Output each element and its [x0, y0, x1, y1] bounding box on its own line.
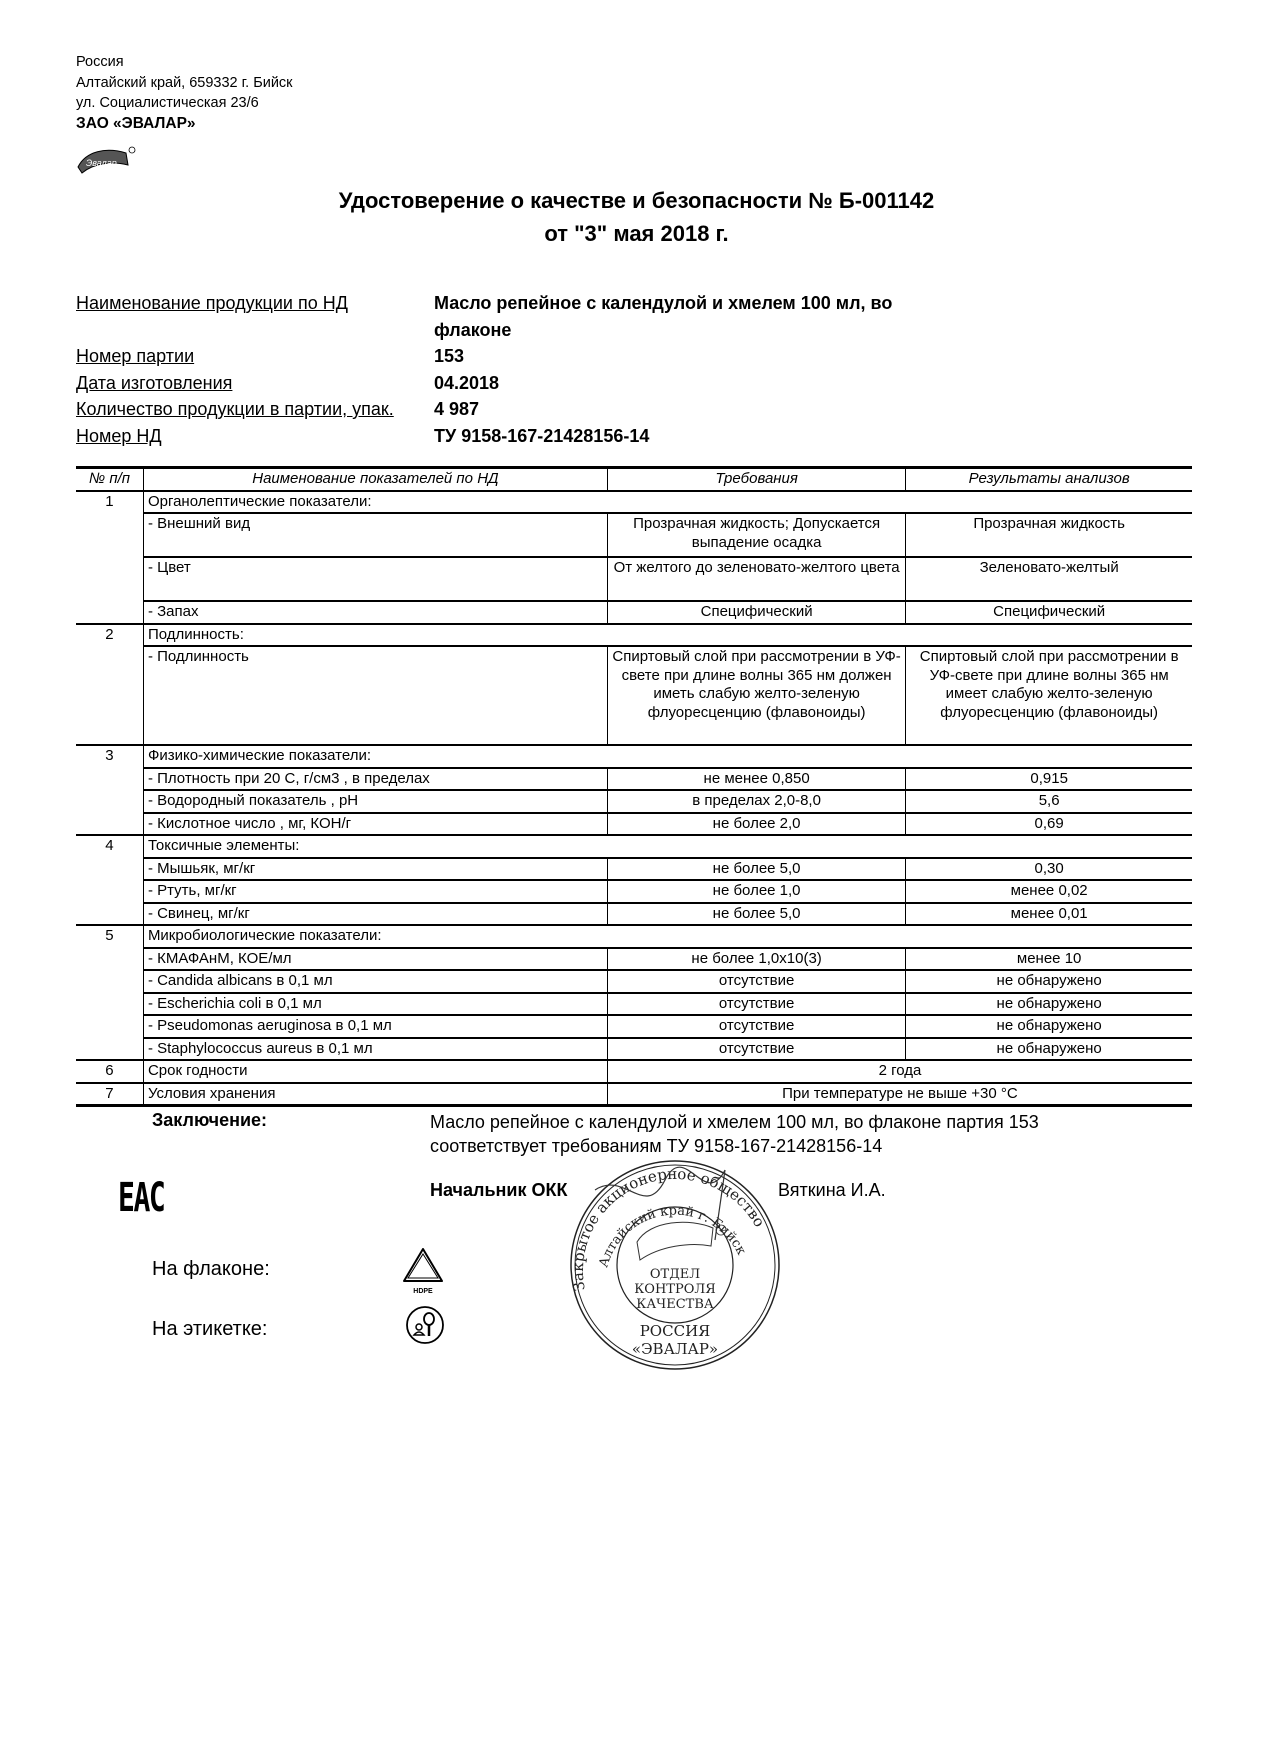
signer-title: Начальник ОКК	[430, 1180, 568, 1200]
info-label: Количество продукции в партии, упак.	[76, 399, 394, 419]
table-row	[76, 768, 1192, 791]
stamp-center-line1: ОТДЕЛ	[649, 1267, 701, 1282]
conclusion-label: Заключение:	[152, 1110, 268, 1130]
info-row-batch	[76, 343, 976, 370]
row-result: не обнаружено	[906, 970, 1192, 993]
product-info	[76, 290, 976, 449]
evalar-logo-icon	[76, 145, 138, 175]
company-address	[76, 52, 293, 134]
row-result: 0,915	[906, 768, 1192, 791]
group-title: Органолептические показатели:	[143, 491, 1192, 514]
table-row	[76, 993, 1192, 1016]
table-group-row	[76, 745, 1192, 768]
info-row-quantity	[76, 396, 976, 423]
row-req: отсутствие	[607, 970, 905, 993]
table-row-storage	[76, 1083, 1192, 1106]
row-name: - Escherichia coli в 0,1 мл	[143, 993, 607, 1016]
company-name: ЗАО «ЭВАЛАР»	[76, 114, 196, 132]
row-req: в пределах 2,0-8,0	[607, 790, 905, 813]
row-name: - Кислотное число , мг, КОН/г	[143, 813, 607, 836]
group-num: 3	[76, 745, 143, 768]
row-req: отсутствие	[607, 1015, 905, 1038]
group-num: 1	[76, 491, 143, 514]
row-req: Прозрачная жидкость; Допускается выпадение осадка	[607, 513, 905, 557]
group-title: Физико-химические показатели:	[143, 745, 1192, 768]
row-req: отсутствие	[607, 1038, 905, 1061]
col-header-requirements: Требования	[607, 468, 905, 491]
table-row	[76, 557, 1192, 601]
row-name: - Свинец, мг/кг	[143, 903, 607, 926]
table-row	[76, 601, 1192, 624]
signer-name: Вяткина И.А.	[778, 1180, 886, 1200]
row-result: не обнаружено	[906, 1038, 1192, 1061]
row-name: - Candida albicans в 0,1 мл	[143, 970, 607, 993]
row-req: не более 5,0	[607, 858, 905, 881]
table-row	[76, 970, 1192, 993]
certificate-number: Удостоверение о качестве и безопасности № Б-001142	[338, 188, 935, 213]
table-row	[76, 1015, 1192, 1038]
conclusion-text: Масло репейное с календулой и хмелем 100 мл, во флаконе партия 153 соответствует требованиям ТУ 9158-167-21428156-14	[430, 1112, 1039, 1156]
table-group-row	[76, 624, 1192, 647]
table-row	[76, 813, 1192, 836]
row-name: - Водородный показатель , pH	[143, 790, 607, 813]
row-name: - Плотность при 20 С, г/см3 , в пределах	[143, 768, 607, 791]
info-label: Номер НД	[76, 425, 162, 446]
row-result: 0,69	[906, 813, 1192, 836]
row-name: - Pseudomonas aeruginosa в 0,1 мл	[143, 1015, 607, 1038]
row-req: отсутствие	[607, 993, 905, 1016]
recycle-hdpe-icon	[400, 1245, 446, 1297]
logo-text: Эвалар	[86, 158, 117, 168]
col-header-num: № п/п	[76, 468, 143, 491]
col-header-results: Результаты анализов	[906, 468, 1192, 491]
table-row-shelf-life	[76, 1060, 1192, 1083]
row-req: Спиртовый слой при рассмотрении в УФ-свете при длине волны 365 нм должен иметь слабую желто-зеленую флуоресценцию (флавоноиды)	[607, 646, 905, 745]
table-group-row	[76, 925, 1192, 948]
row-name: - Staphylococcus aureus в 0,1 мл	[143, 1038, 607, 1061]
row-result: менее 0,01	[906, 903, 1192, 926]
table-header-row	[76, 468, 1192, 491]
row-value: 2 года	[607, 1060, 1192, 1083]
info-value: Масло репейное с календулой и хмелем 100 мл, во флаконе	[434, 293, 893, 340]
table-group-row	[76, 835, 1192, 858]
row-value: При температуре не выше +30 °C	[607, 1083, 1192, 1106]
on-label-label: На этикетке:	[152, 1318, 268, 1340]
eac-mark-icon: ЕАС	[118, 1175, 165, 1221]
info-label: Дата изготовления	[76, 372, 233, 393]
row-result: Зеленовато-желтый	[906, 557, 1192, 601]
recycle-code: HDPE	[413, 1288, 433, 1295]
table-row	[76, 646, 1192, 745]
table-row	[76, 880, 1192, 903]
row-req: не более 1,0	[607, 880, 905, 903]
info-label: Номер партии	[76, 346, 195, 366]
group-title: Токсичные элементы:	[143, 835, 1192, 858]
row-name: - Внешний вид	[143, 513, 607, 557]
address-region: Алтайский край, 659332 г. Бийск	[76, 74, 293, 91]
info-value: ТУ 9158-167-21428156-14	[434, 425, 650, 446]
row-name: - Ртуть, мг/кг	[143, 880, 607, 903]
row-name: Условия хранения	[143, 1083, 607, 1106]
quality-table	[76, 466, 1192, 1107]
col-header-name: Наименование показателей по НД	[143, 468, 607, 491]
group-title: Подлинность:	[143, 624, 1192, 647]
row-result: 5,6	[906, 790, 1192, 813]
group-num: 2	[76, 624, 143, 647]
row-name: - Мышьяк, мг/кг	[143, 858, 607, 881]
row-name: - Цвет	[143, 557, 607, 601]
row-req: не менее 0,850	[607, 768, 905, 791]
row-name: Срок годности	[143, 1060, 607, 1083]
row-req: От желтого до зеленовато-желтого цвета	[607, 557, 905, 601]
row-name: - Запах	[143, 601, 607, 624]
stamp-center-line3: КАЧЕСТВА	[636, 1297, 714, 1312]
info-row-nd	[76, 423, 976, 450]
row-num: 7	[76, 1083, 143, 1106]
stamp-inner-ring-text: Алтайский край г. Бийск	[596, 1203, 749, 1270]
table-row	[76, 513, 1192, 557]
row-result: менее 10	[906, 948, 1192, 971]
row-result: Спиртовый слой при рассмотрении в УФ-свете при длине волны 365 нм имеет слабую желто-зеленую флуоресценцию (флавоноиды)	[906, 646, 1192, 745]
table-row	[76, 903, 1192, 926]
row-req: Специфический	[607, 601, 905, 624]
table-row	[76, 948, 1192, 971]
row-req: не более 2,0	[607, 813, 905, 836]
row-result: не обнаружено	[906, 993, 1192, 1016]
row-req: не более 5,0	[607, 903, 905, 926]
table-row	[76, 858, 1192, 881]
group-num: 4	[76, 835, 143, 858]
row-req: не более 1,0х10(3)	[607, 948, 905, 971]
info-value: 4 987	[434, 399, 480, 419]
stamp-outer-text: Закрытое акционерное общество	[568, 1164, 769, 1293]
info-label: Наименование продукции по НД	[76, 293, 348, 313]
stamp-bottom-line2: «ЭВАЛАР»	[631, 1340, 719, 1358]
stamp-center-line2: КОНТРОЛЯ	[634, 1282, 716, 1297]
row-num: 6	[76, 1060, 143, 1083]
table-row	[76, 1038, 1192, 1061]
stamp-bottom-line1: РОССИЯ	[639, 1322, 711, 1340]
table-row	[76, 790, 1192, 813]
info-value: 04.2018	[434, 372, 500, 393]
group-num: 5	[76, 925, 143, 948]
document-title	[0, 184, 1273, 250]
address-street: ул. Социалистическая 23/6	[76, 95, 259, 111]
row-name: - КМАФАнМ, КОЕ/мл	[143, 948, 607, 971]
info-row-product	[76, 290, 976, 343]
row-name: - Подлинность	[143, 646, 607, 745]
info-value: 153	[434, 346, 465, 366]
oil-mirror-icon	[405, 1305, 445, 1345]
quality-control-stamp	[555, 1150, 795, 1370]
table-group-row	[76, 491, 1192, 514]
certificate-date: от "3" мая 2018 г.	[544, 221, 729, 246]
row-result: не обнаружено	[906, 1015, 1192, 1038]
on-bottle-label: На флаконе:	[152, 1258, 270, 1280]
row-result: 0,30	[906, 858, 1192, 881]
row-result: Прозрачная жидкость	[906, 513, 1192, 557]
group-title: Микробиологические показатели:	[143, 925, 1192, 948]
row-result: Специфический	[906, 601, 1192, 624]
info-row-date	[76, 370, 976, 397]
row-result: менее 0,02	[906, 880, 1192, 903]
address-country: Россия	[76, 54, 124, 70]
